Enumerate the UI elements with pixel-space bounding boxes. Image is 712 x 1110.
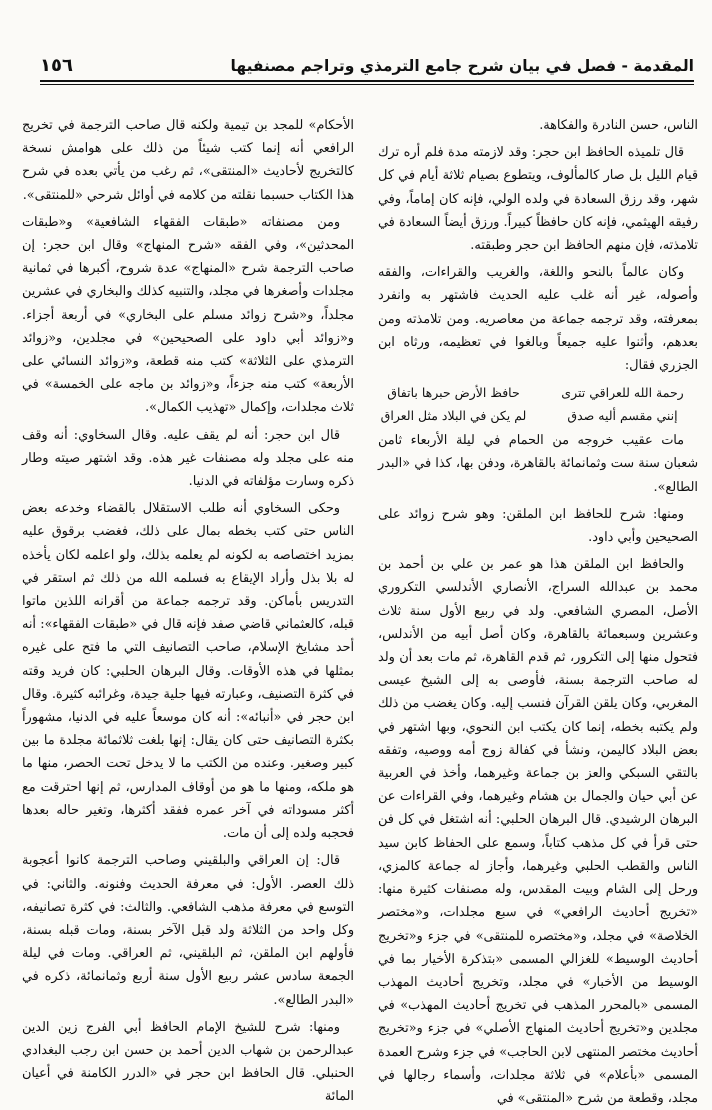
paragraph: والحافظ ابن الملقن هذا هو عمر بن علي بن أحمد بن محمد بن عبدالله السراج، الأنصاري الأندلسي التكروري الأصل، المصري الشافعي. ولد في ربيع الأول سنة ثلاث وعشرين وسبعمائة بالقاهرة، وكان أصل أبيه من الأندلس، فتحول منها إلى التكرور، ثم قدم القاهرة، ثم مات بعد أن ولد له صاحب الترجمة بسنة، فأوصى به إلى الشيخ عيسى المغربي، وكان يلقن القرآن فنسب إليه. وكان يغضب من ذلك ولم يكتبه بخطه، إنما كان يكتب ابن النحوي، وبها اشتهر في بعض البلاد كاليمن، ونشأ في كفالة زوج أمه ووصيه، وتفقه بالتقي السبكي والعز بن جماعة وغيرهما، وأخذ في العربية عن أبي حيان والجمال بن هشام وغيرهما، وفي القراءات عن البرهان الرشيدي. قال البرهان الحلبي: أنه اشتغل في كل فن حتى قرأ في كل مذهب كتاباً، وسمع على الحفاظ كابن سيد الناس والقطب الحلبي وغيرهما، وأجاز له جماعة كالمزي، ورحل إلى الشام وبيت المقدس، وله مصنفات كثيرة منها: «تخريج أحاديث الرافعي» في سبع مجلدات، و«مختصر الخلاصة» في مجلد، و«مختصره للمنتقى» في جزء و«تخريج أحاديث الوسيط» للغزالي المسمى «بتذكرة الأخيار بما في الوسيط من الأخبار» في مجلد، وتخريج أحاديث المهذب المسمى «بالمحرر المذهب في تخريج أحاديث المهذب» في مجلدين و«تخريج أحاديث المنهاج الأصلي» في جزء و«تخريج أحاديث مختصر المنتهى لابن الحاجب» في جزء وشرح العمدة المسمى «بأعلام» في ثلاثة مجلدات، وأسماء رجالها في مجلد، وقطعة من شرح «المنتقى» في: [378, 557, 698, 1106]
page-number: ١٥٦: [40, 55, 73, 76]
paragraph: قال ابن حجر: أنه لم يقف عليه. وقال السخاوي: أنه وقف منه على مجلد وله مصنفات غير هذه. وقد اشتهر صيته وطار ذكره وسارت مؤلفاته في الدنيا.: [22, 427, 354, 490]
poem-hemistich: حافظ الأرض حبرها باتفاق: [387, 385, 520, 401]
paragraph: قال تلميذه الحافظ ابن حجر: وقد لازمته مدة فلم أره ترك قيام الليل بل صار كالمألوف، ويتطوع بصيام ثلاثة أيام في كل شهر، وقد رزق السعادة في ولده الولي، فإنه كان إماماً، وفي رفيقه الهيثمي، فإنه كان حافظاً كبيراً. ورزق أيضاً السعادة في تلامذته، فإن منهم الحافظ ابن حجر وطبقته.: [378, 145, 698, 254]
poem-hemistich: إنني مقسم أليه صدق: [567, 408, 678, 424]
paragraph: الناس، حسن النادرة والفكاهة.: [539, 118, 698, 133]
paragraph: وحكى السخاوي أنه طلب الاستقلال بالقضاء وخدعه بعض الناس حتى كتب بخطه بمال على ذلك، فغضب برقوق عليه بمزيد اختصاصه به لكونه لم يعلمه بذلك، ولو اعلمه لكان يأخذه له بلا بذل وأراد الإيقاع به فسلمه الله من ذلك ثم استقر في التدريس بأماكن. وقد ترجمه جماعة من أقرانه اللذين ماتوا قبله، كالعثماني قاضي صفد فإنه قال في «طبقات الفقهاء»: أنه أحد مشايخ الإسلام، صاحب التصانيف التي ما فتح على غيره بمثلها في هذه الأوقات. وقال البرهان الحلبي: كان فريد وقته في كثرة التصنيف، وعبارته فيها جلية جيدة، وغرائبه كثيرة. وقال ابن حجر في «أنبائه»: أنه كان موسعاً عليه في الدنيا، مشهوراً بكثرة التصانيف حتى كان يقال: إنها بلغت ثلاثمائة مجلدة ما بين كبير وصغير. وعنده من الكتب ما لا يدخل تحت الحصر، منها ما هو ملكه، ومنها ما هو من أوقاف المدارس، ثم إنها احترقت مع أكثر مسوداته في آخر عمره ففقد أكثرها، وتغير حاله بعدها فحجبه ولده إلى أن مات.: [22, 501, 354, 842]
header-rule: [40, 80, 694, 85]
right-column: [378, 114, 698, 1106]
poem-hemistich: لم يكن في البلاد مثل العراق: [380, 408, 527, 424]
elegy-poem: [378, 381, 698, 427]
paragraph: ومنها: شرح للشيخ الإمام الحافظ أبي الفرج زين الدين عبدالرحمن بن شهاب الدين أحمد بن حسن ابن رجب البغدادي الحنبلي. قال الحافظ ابن حجر في «الدرر الكامنة في أعيان المائة: [22, 1019, 354, 1105]
paragraph: الأحكام» للمجد بن تيمية ولكنه قال صاحب الترجمة في تخريج الرافعي أنه إنما كتب شيئاً من ذلك على هوامش نسخة كالتخريج لأحاديث «المنتقى»، ثم رغب من يأتي بعده في شرح هذا الكتاب حسبما نقلته من كلامه في أوائل شرحي «للمنتقى».: [22, 118, 354, 203]
paragraph: وكان عالماً بالنحو واللغة، والغريب والقراءات، والفقه وأصوله، غير أنه غلب عليه الحديث فاشتهر به وانفرد بمعرفته، وقد ترجمه جماعة من معاصريه. ومن تلامذته ومن بعدهم، وأثنوا عليه جميعاً وبالغوا في تعظيمه، ورثاه ابن الجزري فقال:: [378, 265, 698, 374]
poem-hemistich: رحمة الله للعراقي تترى: [561, 385, 684, 401]
left-column: [22, 114, 354, 1105]
paragraph: ومن مصنفاته «طبقات الفقهاء الشافعية» و«طبقات المحدثين»، وفي الفقه «شرح المنهاج» وقال ابن حجر: إن صاحب الترجمة شرح «المنهاج» عدة شروح، أكبرها في ثمانية مجلدات وأصغرها في مجلد، والتنبيه كذلك والبخاري في عشرين مجلداً، و«شرح زوائد مسلم على البخاري» في أربعة أجزاء. و«زوائد أبي داود على الصحيحين» في مجلدين، و«زوائد الترمذي على الثلاثة» كتب منه قطعة، و«زوائد النسائي على الأربعة» كتب منه جزءاً، و«زوائد بن ماجه على الخمسة» في ثلاث مجلدات، وإكمال «تهذيب الكمال».: [22, 214, 354, 416]
paragraph: قال: إن العراقي والبلقيني وصاحب الترجمة كانوا أعجوبة ذلك العصر. الأول: في معرفة الحديث وفنونه. والثاني: في التوسع في معرفة مذهب الشافعي. والثالث: في كثرة تصانيفه، وكل واحد من الثلاثة ولد قبل الآخر بسنة، ومات قبله بسنة، فأولهم ابن الملقن، ثم البلقيني، ثم العراقي. ومات في ليلة الجمعة سادس عشر ربيع الأول سنة أربع وثمانمائة، ذكره في «البدر الطالع».: [22, 853, 354, 1008]
page-header: [40, 40, 694, 76]
paragraph: ومنها: شرح للحافظ ابن الملقن: وهو شرح زوائد على الصحيحين وأبي داود.: [378, 506, 698, 546]
paragraph: مات عقيب خروجه من الحمام في ليلة الأربعاء ثامن شعبان سنة ست وثمانمائة بالقاهرة، ودفن بها، كذا في «البدر الطالع».: [378, 433, 698, 495]
running-title: المقدمة - فصل في بيان شرح جامع الترمذي وتراجم مصنفيها: [230, 57, 694, 75]
